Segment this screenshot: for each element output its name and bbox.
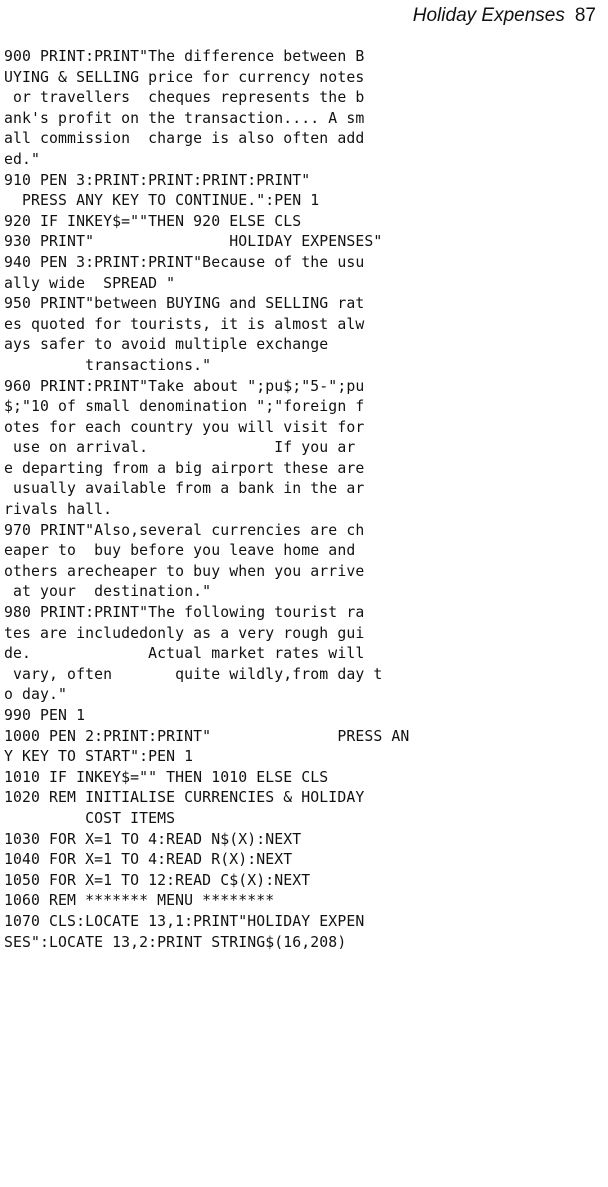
listing-line: transactions." — [4, 356, 212, 374]
listing-line: otes for each country you will visit for — [4, 418, 365, 436]
listing-line: 1010 IF INKEY$="" THEN 1010 ELSE CLS — [4, 768, 329, 786]
listing-line: 1040 FOR X=1 TO 4:READ R(X):NEXT — [4, 851, 293, 869]
listing-line: 1070 CLS:LOCATE 13,1:PRINT"HOLIDAY EXPEN — [4, 912, 365, 930]
listing-line: de. Actual market rates will — [4, 645, 365, 663]
listing-line: all commission charge is also often add — [4, 130, 365, 148]
listing-line: ally wide SPREAD " — [4, 274, 176, 292]
listing-line: 950 PRINT"between BUYING and SELLING rat — [4, 295, 365, 313]
listing-line: 910 PEN 3:PRINT:PRINT:PRINT:PRINT" — [4, 171, 311, 189]
listing-line: $;"10 of small denomination ";"foreign f — [4, 398, 365, 416]
listing-line: tes are includedonly as a very rough gui — [4, 624, 365, 642]
listing-line: 1060 REM ******* MENU ******** — [4, 892, 275, 910]
page-number: 87 — [574, 5, 596, 26]
listing-line: others arecheaper to buy when you arrive — [4, 562, 365, 580]
listing-line: 990 PEN 1 — [4, 707, 86, 724]
listing-line: 1020 REM INITIALISE CURRENCIES & HOLIDAY — [4, 789, 365, 807]
listing-line: ank's profit on the transaction.... A sm — [4, 109, 365, 127]
listing-line: es quoted for tourists, it is almost alw — [4, 315, 365, 333]
listing-line: COST ITEMS — [4, 809, 176, 827]
listing-line: at your destination." — [4, 583, 212, 601]
listing-line: ays safer to avoid multiple exchange — [4, 336, 329, 354]
listing-line: Y KEY TO START":PEN 1 — [4, 748, 194, 766]
running-head — [413, 4, 596, 28]
listing-line: 1050 FOR X=1 TO 12:READ C$(X):NEXT — [4, 871, 311, 889]
listing-line: rivals hall. — [4, 501, 113, 519]
listing-line: usually available from a bank in the ar — [4, 480, 365, 498]
listing-line: UYING & SELLING price for currency notes — [4, 68, 365, 86]
listing-line: o day." — [4, 686, 68, 704]
running-head-title: Holiday Expenses — [412, 5, 565, 26]
listing-line: or travellers cheques represents the b — [4, 89, 365, 107]
listing-line: vary, often quite wildly,from day t — [4, 665, 383, 683]
listing-line: 970 PRINT"Also,several currencies are ch — [4, 521, 365, 539]
listing-line: SES":LOCATE 13,2:PRINT STRING$(16,208) — [4, 933, 347, 951]
basic-listing — [4, 47, 604, 953]
listing-line: 960 PRINT:PRINT"Take about ";pu$;"5-";pu — [4, 377, 365, 395]
listing-line: PRESS ANY KEY TO CONTINUE.":PEN 1 — [4, 192, 320, 210]
listing-line: 900 PRINT:PRINT"The difference between B — [4, 48, 365, 65]
listing-line: 930 PRINT" HOLIDAY EXPENSES" — [4, 233, 383, 251]
listing-line: eaper to buy before you leave home and — [4, 542, 356, 560]
listing-line: ed." — [4, 150, 41, 168]
listing-line: use on arrival. If you ar — [4, 439, 356, 457]
listing-line: 920 IF INKEY$=""THEN 920 ELSE CLS — [4, 212, 302, 230]
listing-line: e departing from a big airport these are — [4, 459, 365, 477]
listing-line: 1030 FOR X=1 TO 4:READ N$(X):NEXT — [4, 830, 302, 848]
listing-line: 1000 PEN 2:PRINT:PRINT" PRESS AN — [4, 727, 410, 745]
listing-line: 940 PEN 3:PRINT:PRINT"Because of the usu — [4, 253, 365, 271]
listing-line: 980 PRINT:PRINT"The following tourist ra — [4, 604, 365, 622]
